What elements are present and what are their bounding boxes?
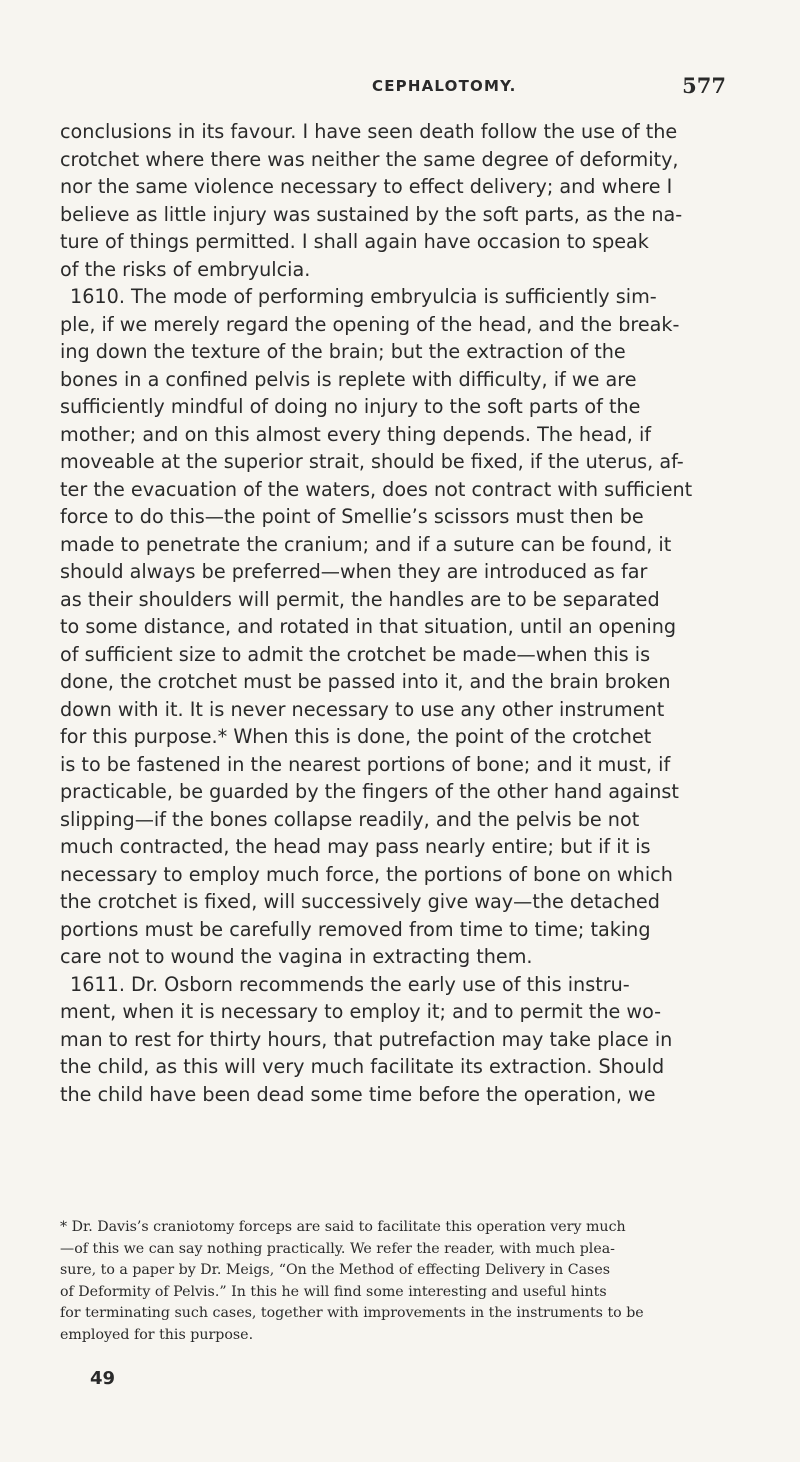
running-head [60,73,726,103]
text-line: the crotchet is fixed, will successively give way—the detached [60,890,660,913]
text-line: 1610. The mode of performing embryulcia is sufficiently sim- [70,285,657,308]
text-line: nor the same violence necessary to effect delivery; and where I [60,175,673,198]
footnote-line: —of this we can say nothing practically. We refer the reader, with much plea- [60,1240,615,1257]
text-line: conclusions in its favour. I have seen death follow the use of the [60,120,678,143]
text-line: mother; and on this almost every thing depends. The head, if [60,422,652,446]
text-line: for this purpose.* When this is done, the point of the crotchet [60,725,652,748]
signature-mark: 49 [90,1368,116,1389]
text-line: ture of things permitted. I shall again have occasion to speak [60,230,649,253]
text-line: made to penetrate the cranium; and if a suture can be found, it [60,532,672,556]
text-line: crotchet where there was neither the same degree of deformity, [60,147,679,171]
text-line: believe as little injury was sustained by the soft parts, as the na- [60,202,683,226]
text-line: practicable, be guarded by the fingers of the other hand against [60,780,679,803]
footnote-line: of Deformity of Pelvis.” In this he will find some interesting and useful hints [60,1283,607,1300]
text-line: sufficiently mindful of doing no injury to the soft parts of the [60,395,641,418]
text-line: ing down the texture of the brain; but the extraction of the [60,340,626,363]
footnote-line: employed for this purpose. [60,1326,254,1343]
text-line: ter the evacuation of the waters, does not contract with sufficient [60,477,693,501]
text-line: man to rest for thirty hours, that putrefaction may take place in [60,1027,673,1051]
text-line: much contracted, the head may pass nearly entire; but if it is [60,835,651,858]
text-line: force to do this—the point of Smellie’s scissors must then be [60,505,644,528]
text-line: care not to wound the vagina in extracting them. [60,945,533,968]
text-line: is to be fastened in the nearest portions of bone; and it must, if [60,752,671,776]
text-line: as their shoulders will permit, the handles are to be separated [60,587,660,611]
text-line: portions must be carefully removed from time to time; taking [60,917,651,941]
text-line: done, the crotchet must be passed into it, and the brain broken [60,670,671,693]
text-line: ple, if we merely regard the opening of the head, and the break- [60,312,680,336]
body-text [60,118,744,1108]
text-line: down with it. It is never necessary to use any other instrument [60,697,665,721]
text-line: the child have been dead some time before the operation, we [60,1082,656,1106]
text-line: the child, as this will very much facilitate its extraction. Should [60,1055,665,1078]
text-line: of the risks of embryulcia. [60,257,311,281]
footnote-line: sure, to a paper by Dr. Meigs, “On the Method of effecting Delivery in Cases [60,1262,610,1279]
text-line: moveable at the superior strait, should be fixed, if the uterus, af- [60,450,684,473]
text-line: should always be preferred—when they are introduced as far [60,560,648,583]
page-number: 577 [682,73,726,98]
text-line: of sufficient size to admit the crotchet be made—when this is [60,642,651,666]
text-line: to some distance, and rotated in that situation, until an opening [60,615,677,638]
text-line: ment, when it is necessary to employ it; and to permit the wo- [60,1000,662,1023]
footnote-line: for terminating such cases, together with improvements in the instruments to be [60,1305,644,1322]
footnote [60,1217,744,1347]
text-line: bones in a confined pelvis is replete with difficulty, if we are [60,367,637,391]
text-line: 1611. Dr. Osborn recommends the early use of this instru- [70,972,630,996]
chapter-title: CEPHALOTOMY. [372,77,517,95]
footnote-line: * Dr. Davis’s craniotomy forceps are said to facilitate this operation very much [60,1219,626,1235]
text-line: necessary to employ much force, the portions of bone on which [60,862,673,886]
text-line: slipping—if the bones collapse readily, and the pelvis be not [60,807,640,831]
